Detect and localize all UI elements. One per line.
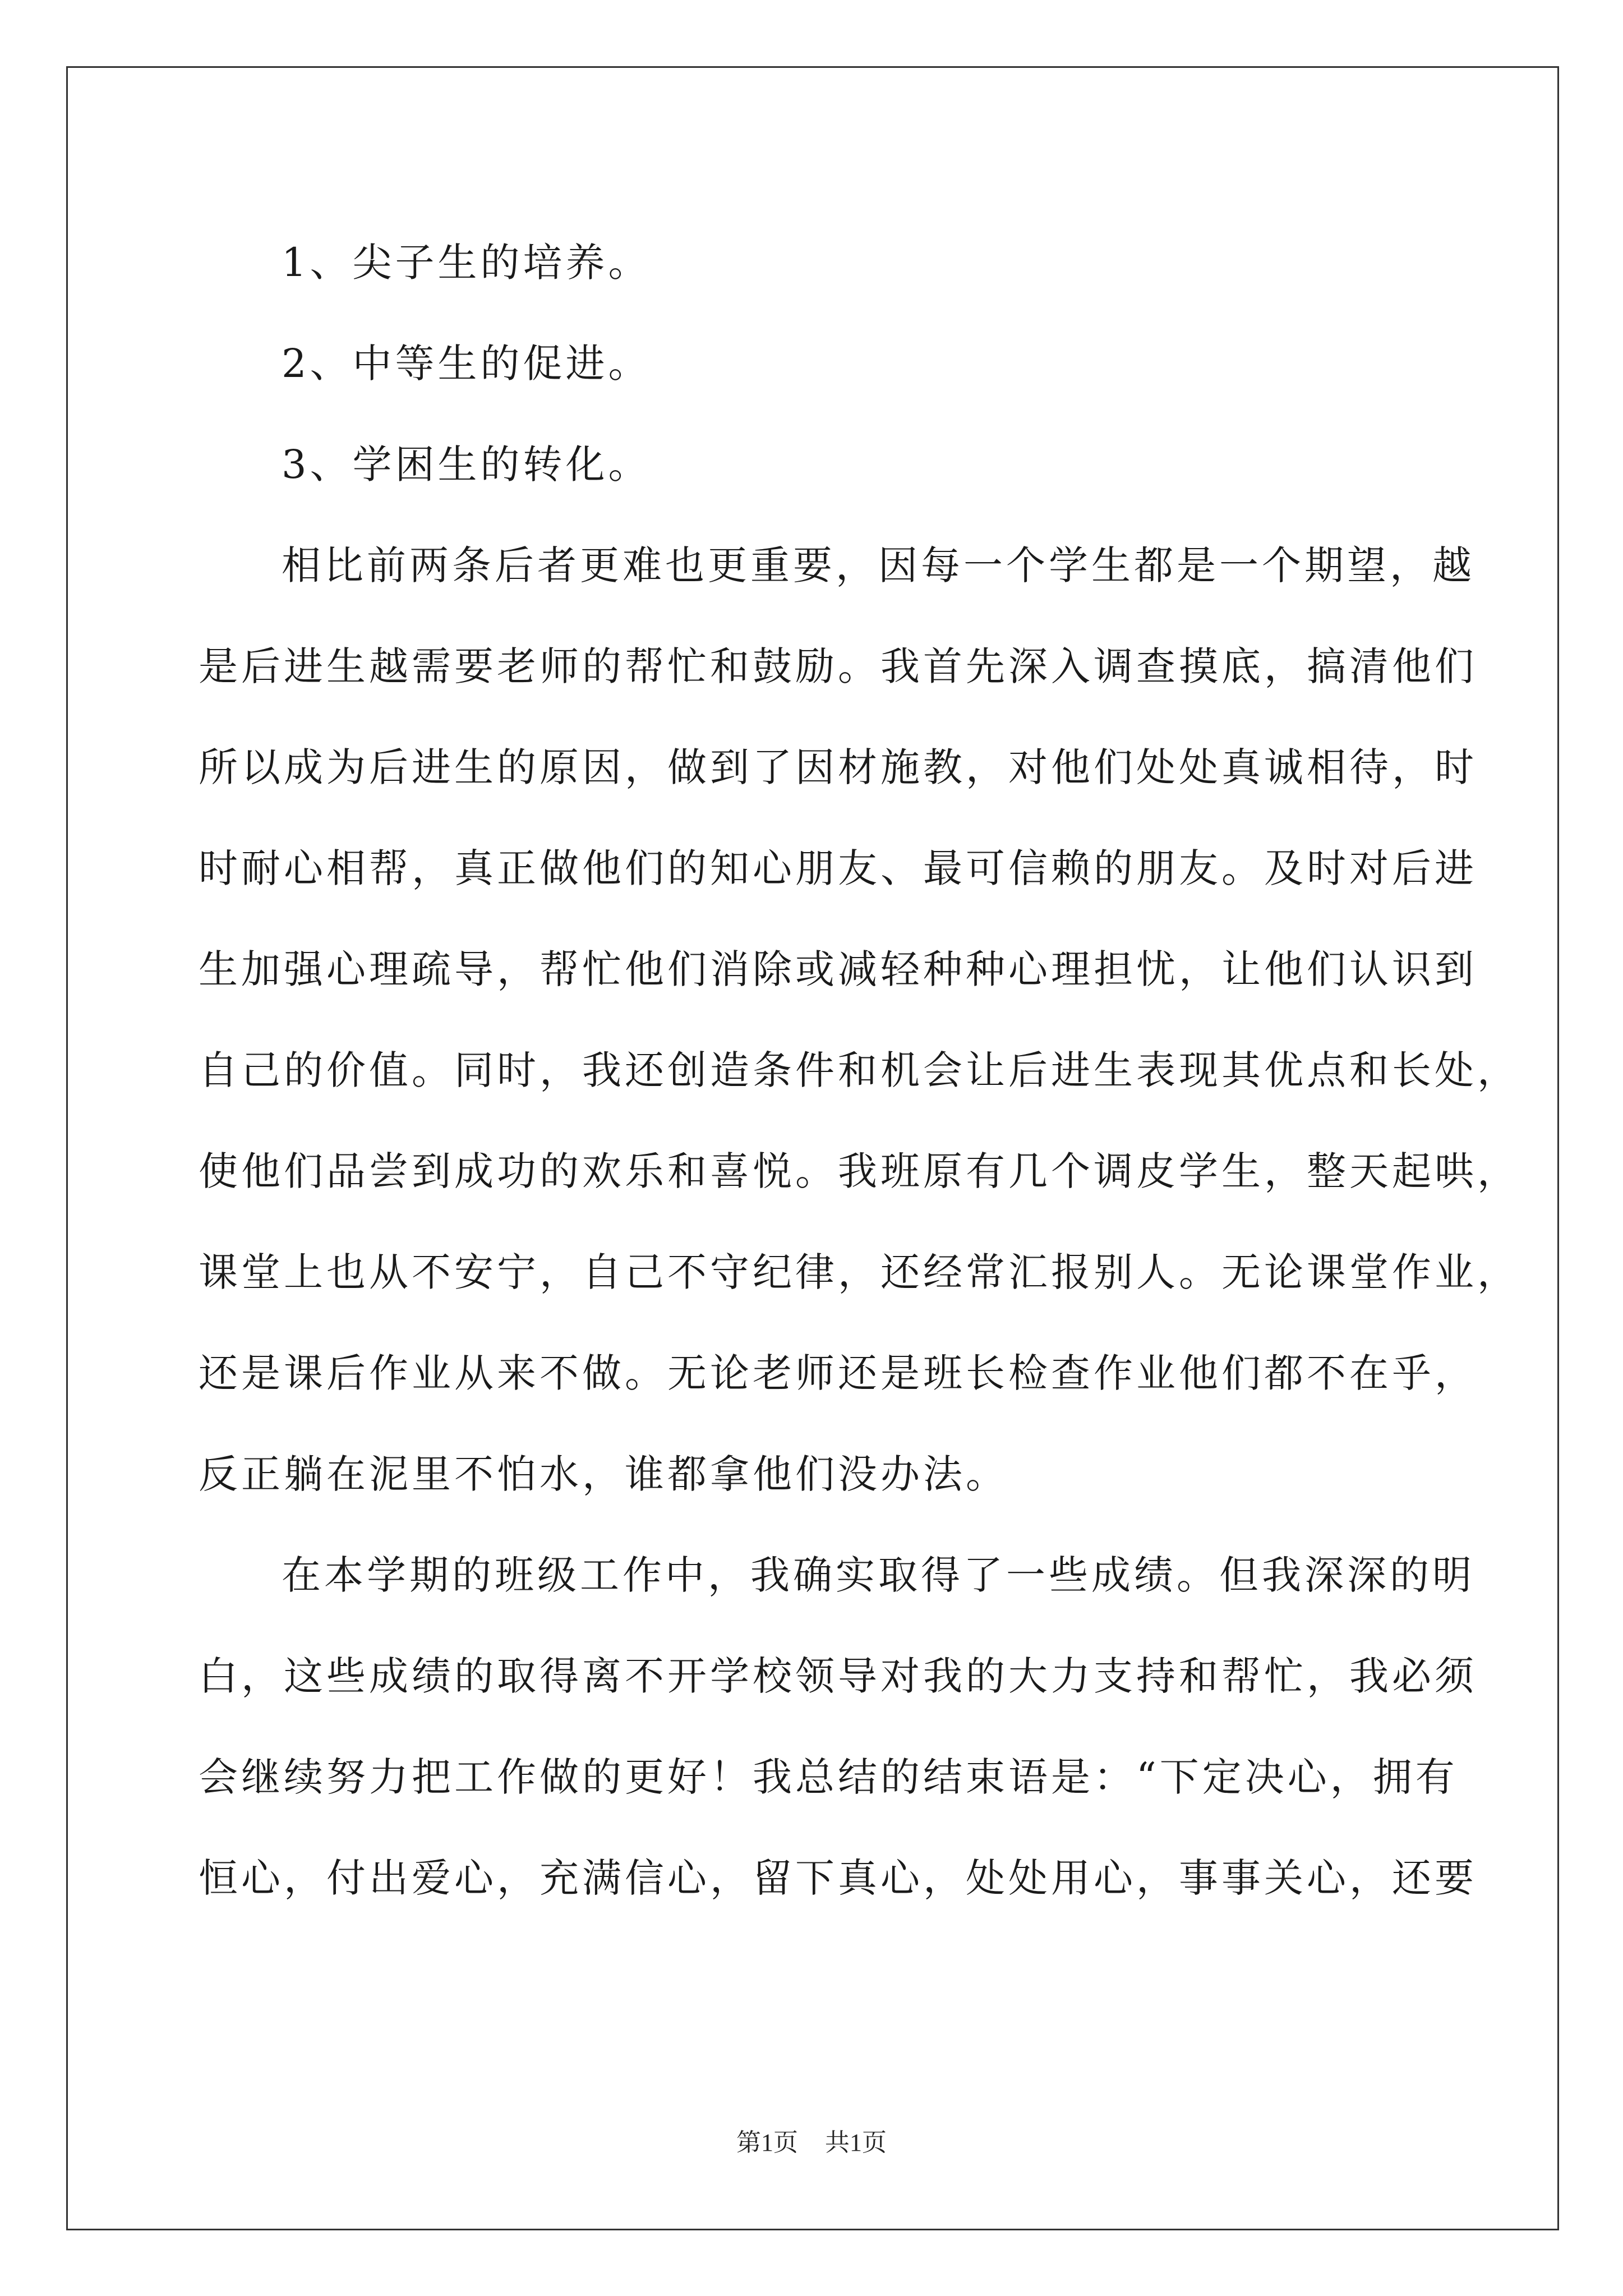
- paragraph-line: 使他们品尝到成功的欢乐和喜悦。我班原有几个调皮学生，整天起哄，: [199, 1148, 1520, 1194]
- page-total: 共1页: [825, 2129, 887, 2156]
- list-item: 2、中等生的促进。: [282, 341, 651, 386]
- paragraph-line: 白，这些成绩的取得离不开学校领导对我的大力支持和帮忙，我必须: [199, 1653, 1477, 1699]
- list-item: 3、学困生的转化。: [282, 441, 651, 487]
- page-footer: [0, 2126, 1623, 2160]
- paragraph-line: 课堂上也从不安宁，自己不守纪律，还经常汇报别人。无论课堂作业，: [199, 1249, 1520, 1295]
- paragraph-line: 反正躺在泥里不怕水，谁都拿他们没办法。: [199, 1451, 1008, 1497]
- paragraph-line: 相比前两条后者更难也更重要，因每一个学生都是一个期望，越: [282, 542, 1475, 588]
- paragraph-underachievers: [199, 515, 1520, 1525]
- paragraph-line: 会继续努力把工作做的更好！我总结的结束语是：“下定决心，拥有: [199, 1754, 1458, 1800]
- paragraph-line: 在本学期的班级工作中，我确实取得了一些成绩。但我深深的明: [282, 1552, 1475, 1598]
- paragraph-line: 是后进生越需要老师的帮忙和鼓励。我首先深入调查摸底，搞清他们: [199, 643, 1477, 689]
- list-item: 1、尖子生的培养。: [282, 240, 651, 286]
- paragraph-line: 所以成为后进生的原因，做到了因材施教，对他们处处真诚相待，时: [199, 744, 1477, 790]
- document-body: [199, 212, 1520, 1929]
- paragraph-line: 生加强心理疏导，帮忙他们消除或减轻种种心理担忧，让他们认识到: [199, 946, 1477, 992]
- paragraph-line: 自己的价值。同时，我还创造条件和机会让后进生表现其优点和长处，: [199, 1047, 1520, 1093]
- paragraph-line: 恒心，付出爱心，充满信心，留下真心，处处用心，事事关心，还要: [199, 1855, 1477, 1901]
- paragraph-line: 还是课后作业从来不做。无论老师还是班长检查作业他们都不在乎，: [199, 1350, 1477, 1396]
- page-number: 第1页: [736, 2129, 798, 2156]
- paragraph-line: 时耐心相帮，真正做他们的知心朋友、最可信赖的朋友。及时对后进: [199, 845, 1477, 891]
- paragraph-conclusion: [199, 1525, 1477, 1929]
